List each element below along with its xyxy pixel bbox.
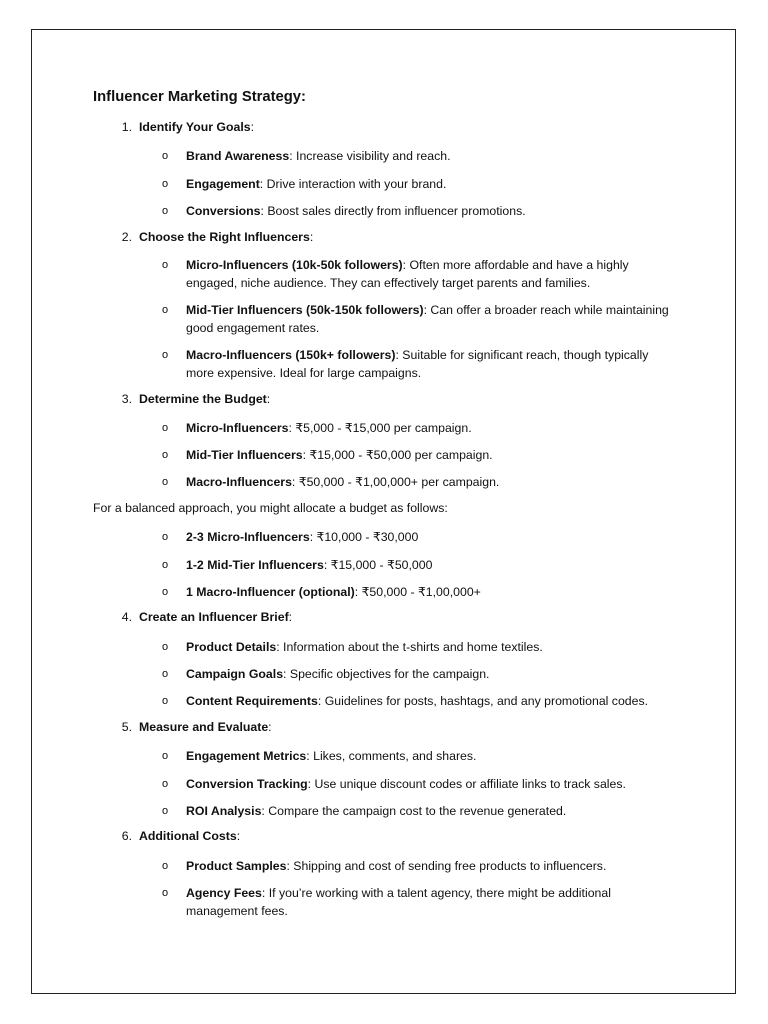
section-number: 3.: [121, 392, 132, 406]
bullet-icon: o: [162, 559, 169, 571]
section-heading: Measure and Evaluate:: [139, 720, 272, 734]
section-heading: Additional Costs:: [139, 829, 241, 843]
bullet-icon: o: [162, 586, 169, 598]
bullet-icon: o: [162, 695, 169, 707]
section-heading: Identify Your Goals:: [139, 120, 255, 134]
section-number: 1.: [121, 120, 132, 134]
bullet-icon: o: [162, 449, 169, 461]
bullet-icon: o: [162, 349, 169, 361]
section-number: 5.: [121, 720, 132, 734]
section-heading: Create an Influencer Brief:: [139, 610, 293, 624]
section-number: 2.: [121, 230, 132, 244]
bullet-icon: o: [162, 205, 169, 217]
section-number: 6.: [121, 829, 132, 843]
bullet-icon: o: [162, 259, 169, 271]
bullet-icon: o: [162, 531, 169, 543]
document-title: Influencer Marketing Strategy:: [93, 89, 306, 105]
bullet-icon: o: [162, 641, 169, 653]
bullet-icon: o: [162, 178, 169, 190]
balanced-approach-paragraph: For a balanced approach, you might allocate a budget as follows:: [93, 501, 448, 515]
bullet-icon: o: [162, 778, 169, 790]
bullet-icon: o: [162, 750, 169, 762]
section-number: 4.: [121, 610, 132, 624]
bullet-icon: o: [162, 304, 169, 316]
bullet-icon: o: [162, 860, 169, 872]
bullet-icon: o: [162, 150, 169, 162]
section-heading: Determine the Budget:: [139, 392, 271, 406]
bullet-icon: o: [162, 805, 169, 817]
bullet-icon: o: [162, 668, 169, 680]
bullet-icon: o: [162, 422, 169, 434]
bullet-icon: o: [162, 887, 169, 899]
section-heading: Choose the Right Influencers:: [139, 230, 314, 244]
bullet-icon: o: [162, 476, 169, 488]
